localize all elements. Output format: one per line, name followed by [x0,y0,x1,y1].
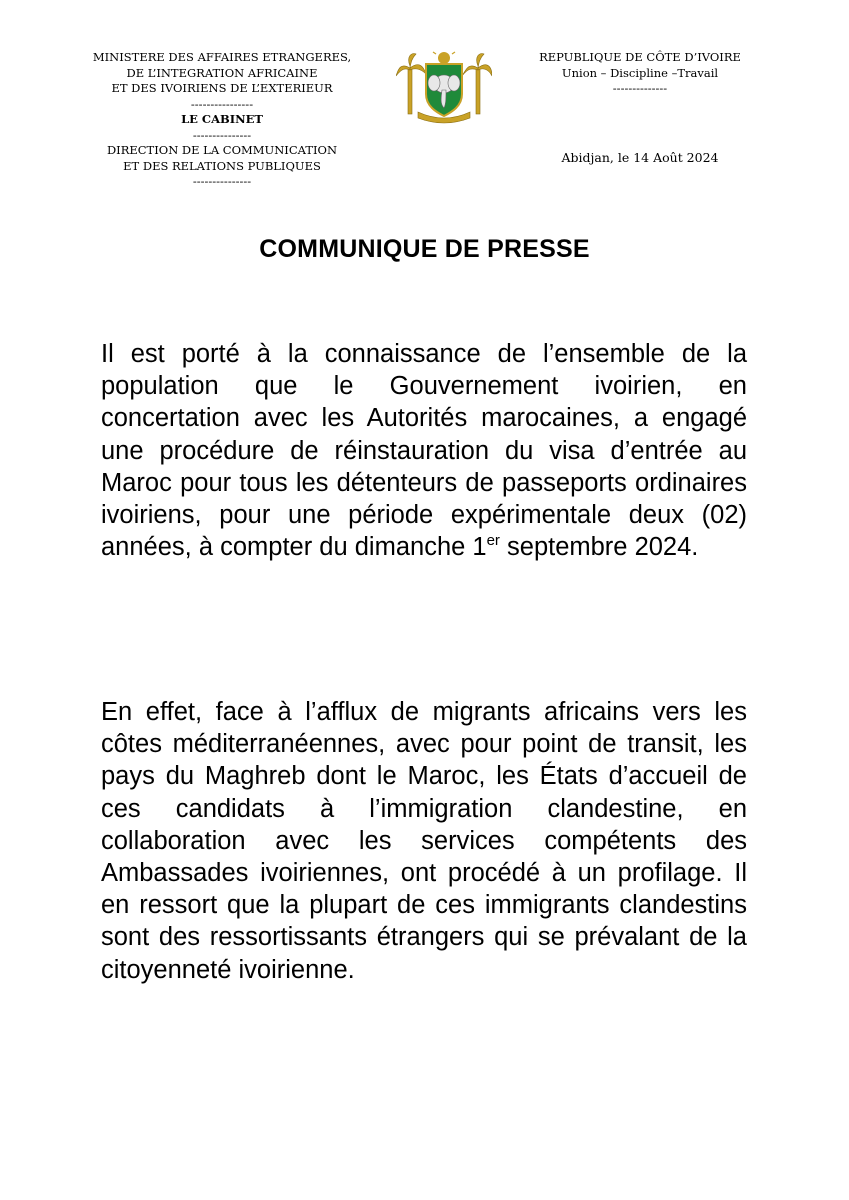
ministry-header [62,50,382,190]
header-separator: -------------- [612,81,668,95]
republic-name: REPUBLIQUE DE CÔTE D’IVOIRE [539,50,741,64]
ministry-name-line3: ET DES IVOIRIENS DE L’EXTERIEUR [111,81,333,95]
paragraph-2: En effet, face à l’afflux de migrants africains vers les côtes méditerranéennes, avec pour point de transit, les pays du Maghreb dont le Maroc, les États d’accueil de ces candidats à l’immigration clandestine, en collaboration avec les services compétents des Ambassades ivoiriennes, ont procédé à un profilage. Il en ressort que la plupart de ces immigrants clandestins sont des ressortissants étrangers qui se prévalant de la citoyenneté ivoirienne. [101,698,747,984]
header-separator: --------------- [192,174,252,188]
paragraph-1 [101,338,747,563]
national-motto: Union – Discipline –Travail [561,65,719,80]
ministry-name-line1: MINISTERE DES AFFAIRES ETRANGERES, [92,50,352,64]
ministry-name-line2: DE L’INTEGRATION AFRICAINE [126,65,318,80]
document-title: COMMUNIQUE DE PRESSE [259,235,590,263]
republic-header [520,50,760,97]
paragraph-1-tail: septembre 2024. [499,533,699,562]
header-separator: ---------------- [190,96,254,111]
direction-name-line1: DIRECTION DE LA COMMUNICATION [106,143,338,157]
date-line: Abidjan, le 14 Août 2024 [561,150,719,165]
direction-name-line2: ET DES RELATIONS PUBLIQUES [123,158,321,173]
cabinet-label: LE CABINET [181,112,263,126]
ordinal-superscript: er [486,531,500,549]
paragraph-1-text: Il est porté à la connaissance de l’ensemble de la population que le Gouvernement ivoirien, en concertation avec les Autorités marocaines, a engagé une procédure de réinstauration du visa d’entrée au Maroc pour tous les détenteurs de passeports ordinaires ivoiriens, pour une période expérimentale deux (02) années, à compter du dimanche 1 [101,340,747,562]
coat-of-arms-icon [396,50,492,124]
header-separator: --------------- [192,127,252,142]
